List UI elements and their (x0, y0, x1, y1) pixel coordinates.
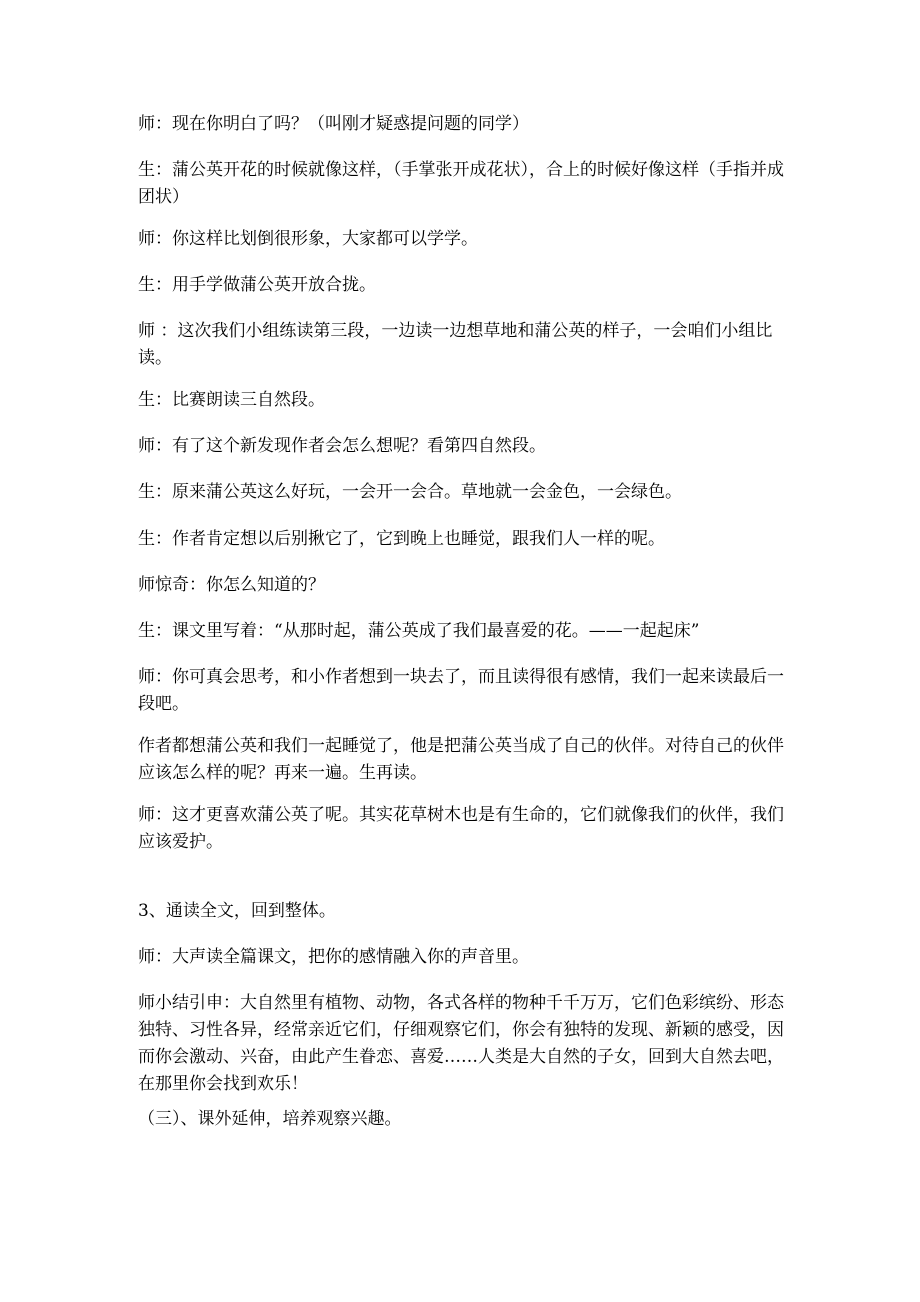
paragraph-2: 生：蒲公英开花的时候就像这样，（手掌张开成花状），合上的时候好像这样（手指并成团状） (138, 160, 784, 207)
paragraph-summary: 师小结引申：大自然里有植物、动物，各式各样的物种千千万万，它们色彩缤纷、形态独特、习性各异，经常亲近它们，仔细观察它们，你会有独特的发现、新颖的感受，因而你会激动、兴奋，由此产生眷恋、喜爱……人类是大自然的子女，回到大自然去吧，在那里你会找到欢乐！ (138, 993, 784, 1094)
paragraph-14: 师：这才更喜欢蒲公英了呢。其实花草树木也是有生命的，它们就像我们的伙伴，我们应该爱护。 (138, 805, 784, 852)
paragraph-5: 师 ：这次我们小组练读第三段，一边读一边想草地和蒲公英的样子，一会咱们小组比读。 (138, 321, 773, 368)
paragraph-6: 生：比赛朗读三自然段。 (138, 390, 325, 410)
paragraph-10: 师惊奇：你怎么知道的？ (138, 575, 325, 595)
paragraph-13: 作者都想蒲公英和我们一起睡觉了，他是把蒲公英当成了自己的伙伴。对待自己的伙伴应该怎么样的呢？再来一遍。生再读。 (138, 736, 784, 783)
paragraph-8: 生：原来蒲公英这么好玩，一会开一会合。草地就一会金色，一会绿色。 (138, 482, 682, 502)
paragraph-4: 生：用手学做蒲公英开放合拢。 (138, 275, 376, 295)
paragraph-3: 师：你这样比划倒很形象，大家都可以学学。 (138, 229, 478, 249)
section-heading-3: 3、通读全文，回到整体。 (138, 901, 336, 921)
paragraph-9: 生：作者肯定想以后别揪它了，它到晚上也睡觉，跟我们人一样的呢。 (138, 529, 665, 549)
paragraph-15: 师：大声读全篇课文，把你的感情融入你的声音里。 (138, 947, 529, 967)
section-heading-extension: （三）、课外延伸，培养观察兴趣。 (138, 1109, 402, 1129)
paragraph-7: 师：有了这个新发现作者会怎么想呢？看第四自然段。 (138, 436, 546, 456)
paragraph-1: 师：现在你明白了吗？（叫刚才疑惑提问题的同学） (138, 114, 529, 134)
paragraph-12: 师：你可真会思考，和小作者想到一块去了，而且读得很有感情，我们一起来读最后一段吧。 (138, 667, 784, 714)
paragraph-11: 生：课文里写着：“从那时起，蒲公英成了我们最喜爱的花。——一起起床” (138, 621, 700, 641)
